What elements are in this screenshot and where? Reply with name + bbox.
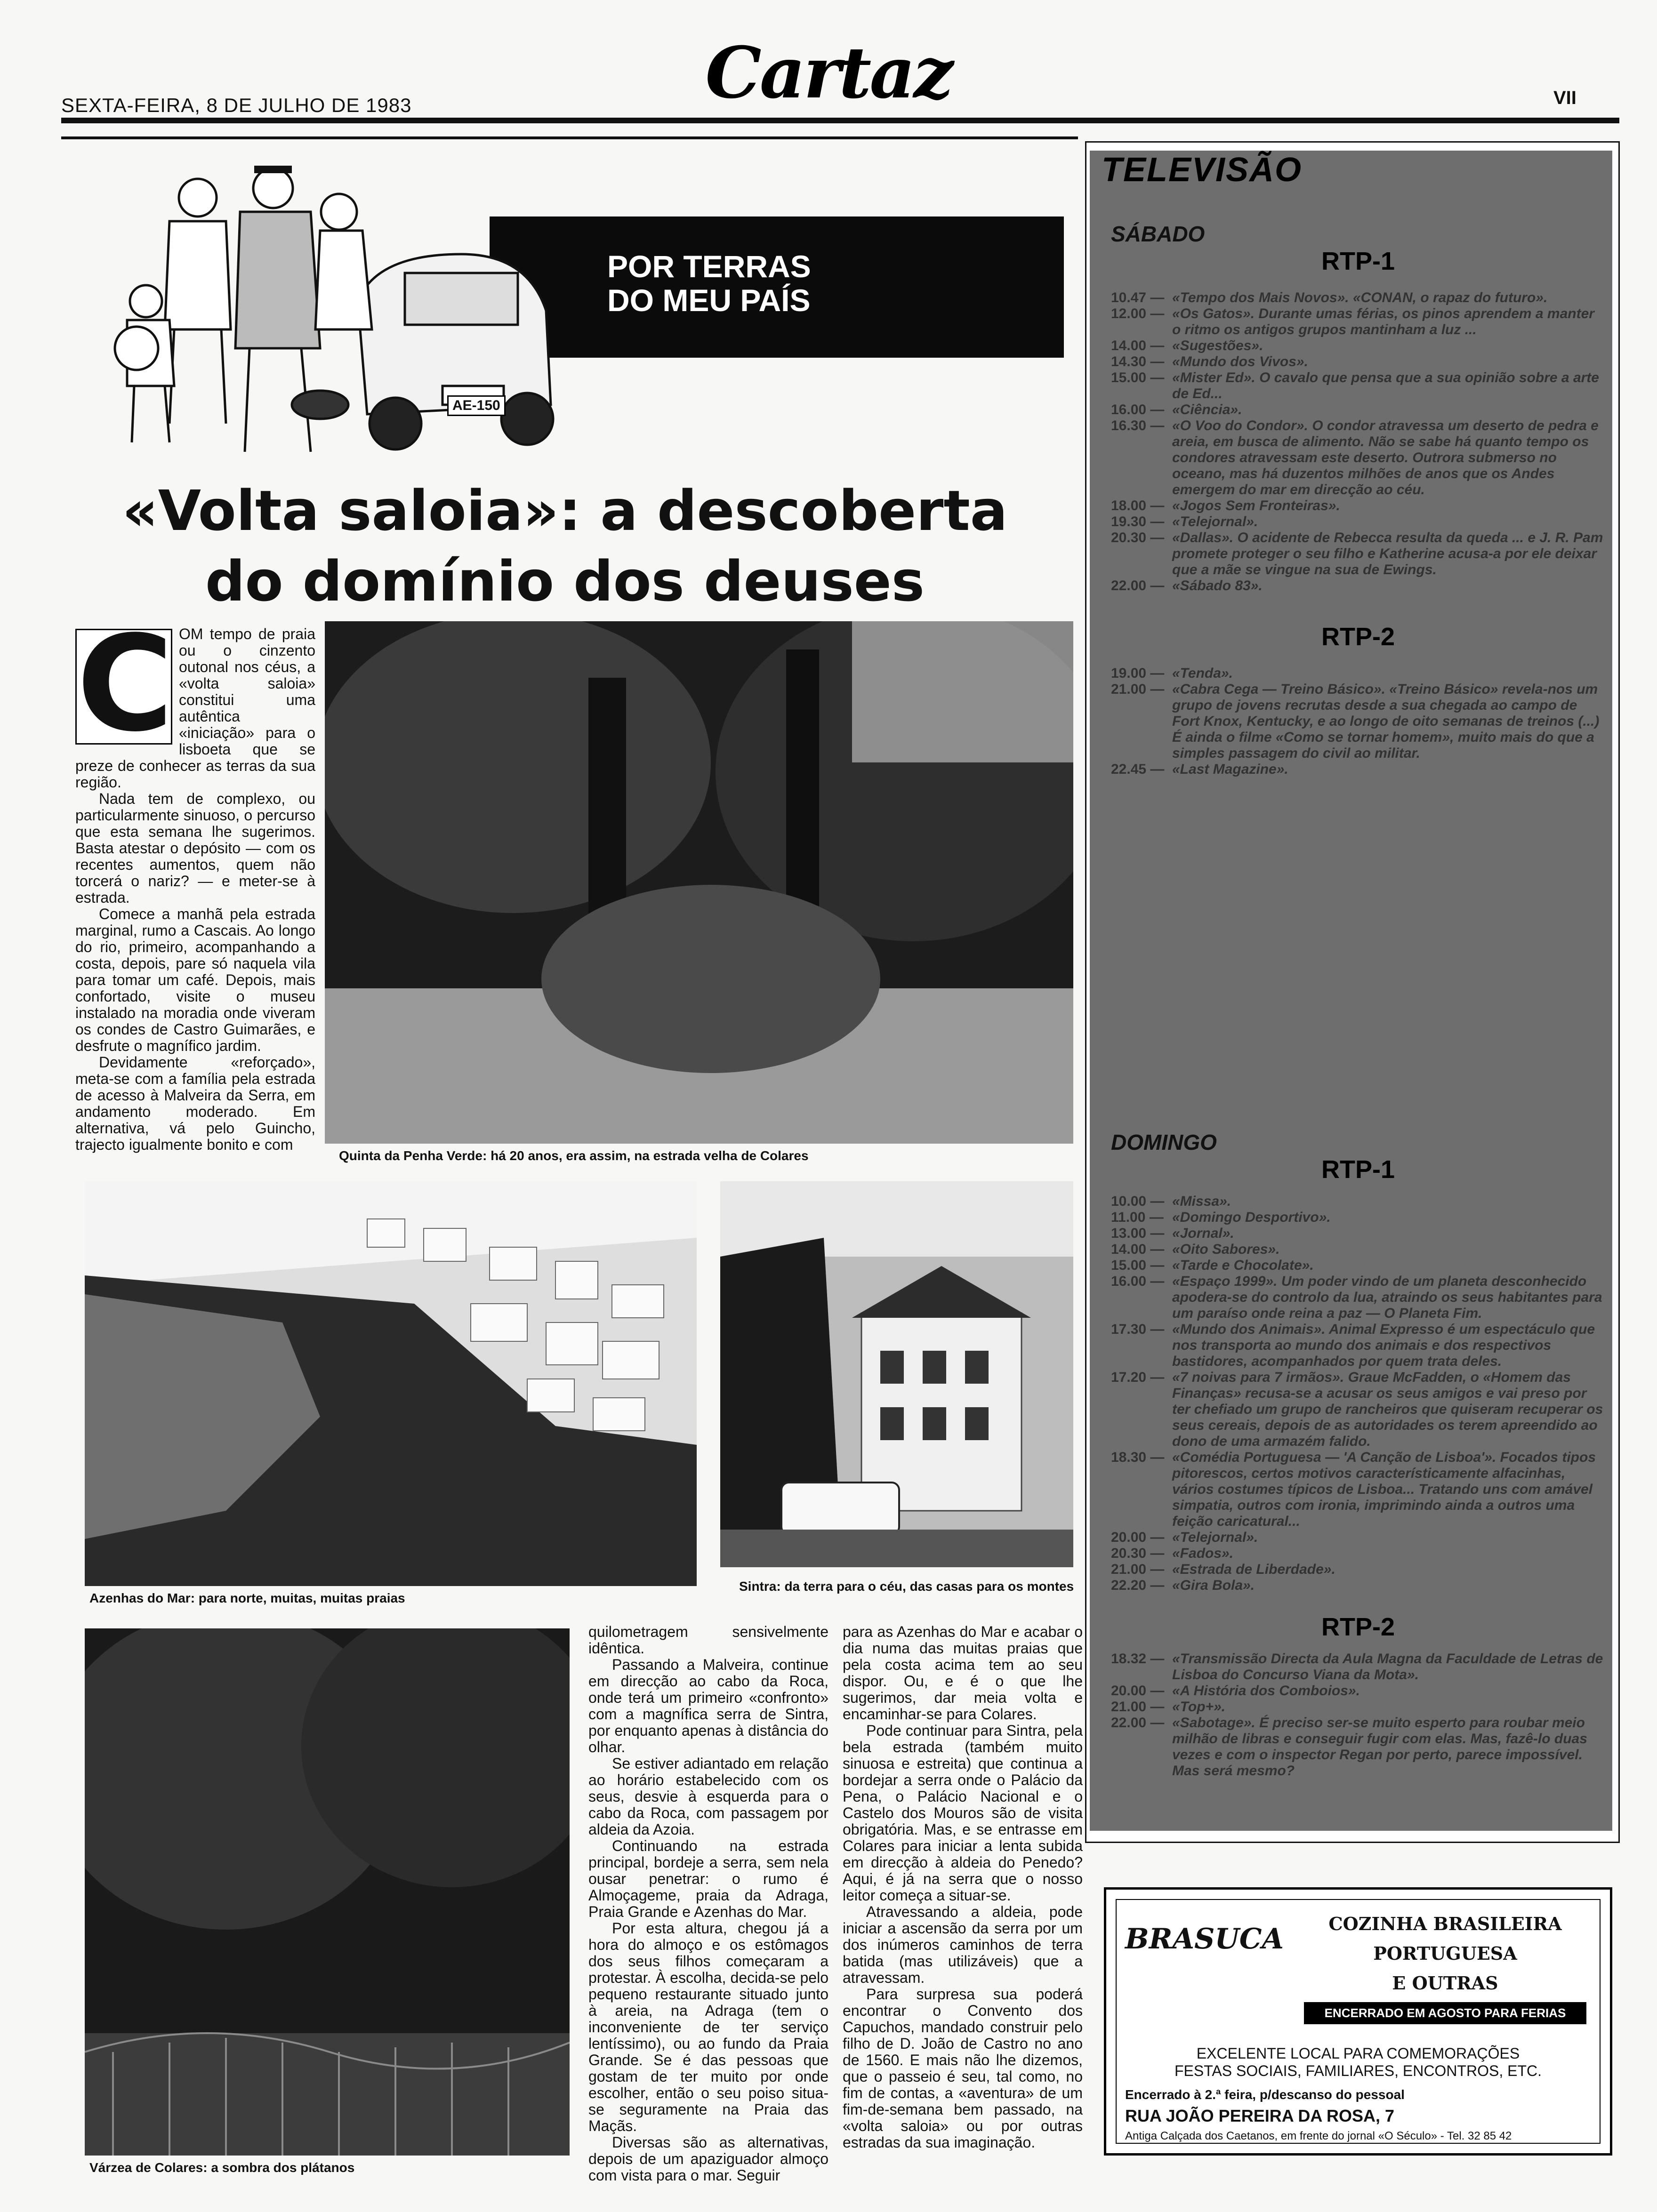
photo-varzea-de-colares (85, 1628, 570, 2156)
tv-entry (1111, 1322, 1605, 1370)
tv-entry (1111, 1210, 1605, 1226)
ad-closed-badge: ENCERRADO EM AGOSTO PARA FERIAS (1304, 2002, 1586, 2024)
article-column-2 (588, 1624, 828, 2184)
tv-sunday (1111, 1130, 1605, 1779)
restaurant-logo: BRASUCA (1125, 1923, 1284, 1956)
photo-penha-verde (325, 621, 1073, 1144)
tv-time: 21.00 — (1111, 681, 1165, 697)
tv-channel-rtp2-sat: RTP-2 (1321, 623, 1395, 651)
tv-entry (1111, 1699, 1605, 1715)
tv-entry (1111, 1530, 1605, 1546)
tv-entry (1111, 1258, 1605, 1274)
paragraph: Para surpresa sua poderá encontrar o Convento dos Capuchos, mandado construir pelo filho de D. João de Castro no ano de 1560. E mais não lhe dizemos, que o passeio é seu, tal como, no fim de contas, a «aventura» de um fim-de-semana bem passado, na «volta saloia» ou por outras estradas da sua imaginação. (843, 1986, 1083, 2151)
tv-entry (1111, 530, 1605, 578)
tv-entry (1111, 338, 1605, 354)
tv-program: «Espaço 1999». Um poder vindo de um planeta desconhecido apodera-se do controlo da lua, atraindo os seus habitantes para um paraíso onde reina a paz — O Planeta Fim. (1172, 1274, 1602, 1321)
paragraph: OM tempo de praia ou o cinzento outonal nos céus, a «volta saloia» constitui uma autêntica «iniciação» para o lisboeta que se preze de conhecer as terras da sua região. (75, 625, 315, 791)
tv-schedule-rtp1-sun (1111, 1194, 1605, 1594)
tv-time: 21.00 — (1111, 1699, 1165, 1715)
plane-trees-image (85, 1628, 570, 2156)
banner-title-line2: DO MEU PAÍS (607, 283, 811, 318)
sintra-houses-image (720, 1181, 1073, 1567)
paragraph: para as Azenhas do Mar e acabar o dia numa das muitas praias que pela costa acima tem ao seu dispor. Ou, e é o que lhe sugerimos, dar meia volta e encaminhar-se para Colares. (843, 1623, 1083, 1723)
banner-title (607, 249, 811, 317)
trees-image (325, 621, 1073, 1144)
ad-description (1125, 2045, 1591, 2080)
tv-day-sunday: DOMINGO (1111, 1130, 1217, 1154)
tv-time: 22.00 — (1111, 578, 1165, 593)
tv-entry (1111, 498, 1605, 514)
tv-entry (1111, 402, 1605, 418)
tv-time: 13.00 — (1111, 1226, 1165, 1241)
tv-program: «Tarde e Chocolate». (1172, 1258, 1314, 1273)
tv-entry (1111, 1194, 1605, 1210)
paragraph: Se estiver adiantado em relação ao horário estabelecido com os seus, desvie à esquerda para o cabo da Roca, com passagem por aldeia da Azoia. (588, 1755, 828, 1838)
tv-program: «Mundo dos Animais». Animal Expresso é um espectáculo que nos transporta ao mundo dos animais e dos respectivos bastidores, acompanhados por quem trata deles. (1172, 1322, 1595, 1369)
tv-program: «Jogos Sem Fronteiras». (1172, 498, 1340, 513)
tv-entry (1111, 418, 1605, 498)
tv-program: «Comédia Portuguesa — 'A Canção de Lisboa'». Focados tipos pitorescos, certos motivos característicamente alfacinhas, vários costumes típicos de Lisboa... Tratando uns com amável simpatia, outros com ironia, imprimindo ainda a outros uma feição caricatural... (1172, 1450, 1596, 1529)
tv-program: «Telejornal». (1172, 1530, 1258, 1545)
tv-program: «Sabotage». É preciso ser-se muito esperto para roubar meio milhão de libras e conseguir fugir com elas. Mas, fazê-lo duas vezes e com o inspector Regan por perto, parece impossível. Mas será mesmo? (1172, 1715, 1587, 1779)
banner-title-line1: POR TERRAS (607, 249, 811, 284)
tv-program: «Telejornal». (1172, 514, 1258, 529)
caption-penha-verde: Quinta da Penha Verde: há 20 anos, era assim, na estrada velha de Colares (339, 1148, 809, 1163)
tv-time: 16.00 — (1111, 1274, 1165, 1289)
tv-time: 17.30 — (1111, 1322, 1165, 1337)
tv-time: 17.20 — (1111, 1370, 1165, 1385)
ad-line-2: PORTUGUESA (1373, 1943, 1517, 1964)
tv-channel-rtp2-sun: RTP-2 (1321, 1613, 1395, 1641)
headline-line2: do domínio dos deuses (205, 549, 925, 614)
tv-schedule-rtp2-sat (1111, 665, 1605, 777)
tv-program: «Cabra Cega — Treino Básico». «Treino Básico» revela-nos um grupo de jovens recrutas desde a sua chegada ao campo de Fort Knox, Kentucky, e ao longo de oito semanas de treinos (...) É ainda o filme «Como se tornar homem», muito mais do que a simples passagem do civil ao militar. (1172, 681, 1600, 761)
tv-program: «Fados». (1172, 1546, 1234, 1561)
tv-entry (1111, 1546, 1605, 1562)
photo-sintra (720, 1181, 1073, 1567)
tv-time: 20.30 — (1111, 1546, 1165, 1561)
tv-program: «Dallas». O acidente de Rebecca resulta da queda ... e J. R. Pam promete proteger o seu filho e Katherine acusa-a por ele deixar que a mãe se vingue na sua de Ewings. (1172, 530, 1603, 577)
ad-line-1: COZINHA BRASILEIRA (1328, 1913, 1562, 1934)
tv-program: «Top+». (1172, 1699, 1226, 1715)
tv-entry (1111, 578, 1605, 594)
tv-time: 14.00 — (1111, 338, 1165, 353)
tv-program: «Gira Bola». (1172, 1578, 1255, 1593)
tv-entry (1111, 1242, 1605, 1258)
tv-time: 19.30 — (1111, 514, 1165, 529)
tv-time: 16.30 — (1111, 418, 1165, 433)
tv-program: «Jornal». (1172, 1226, 1234, 1241)
tv-time: 22.45 — (1111, 761, 1165, 777)
photo-azenhas-do-mar (85, 1181, 697, 1586)
paragraph: Comece a manhã pela estrada marginal, rumo a Cascais. Ao longo do rio, primeiro, acompanhando a costa, depois, pare só naquela vila para tomar um café. Depois, mais confortado, visite o museu instalado na moradia onde viveram os condes de Castro Guimarães, e desfrute o magnífico jardim. (75, 906, 315, 1054)
tv-time: 22.00 — (1111, 1715, 1165, 1731)
tv-channel-rtp1-sun: RTP-1 (1321, 1155, 1395, 1184)
tv-entry (1111, 1274, 1605, 1322)
article-headline (71, 475, 1059, 617)
ad-desc-2: FESTAS SOCIAIS, FAMILIARES, ENCONTROS, ETC. (1174, 2062, 1542, 2079)
tv-program: «Ciência». (1172, 402, 1242, 417)
ad-line-3: E OUTRAS (1392, 1972, 1498, 1994)
tv-entry (1111, 514, 1605, 530)
tv-time: 11.00 — (1111, 1210, 1164, 1225)
paragraph: Por esta altura, chegou já a hora do almoço e os estômagos dos seus filhos começaram a protestar. À escolha, decida-se pelo pequeno restaurante situado junto à areia, na Adraga (tem o inconveniente de ter serviço lentíssimo), ou ao fundo da Praia Grande. Se é das pessoas que gostam de ter muito por onde escolher, então o seu poiso situa-se seguramente na Praia das Maçãs. (588, 1920, 828, 2134)
tv-time: 19.00 — (1111, 665, 1165, 681)
tv-entry (1111, 306, 1605, 338)
tv-program: «Missa». (1172, 1194, 1231, 1209)
family-car-illustration (75, 160, 593, 471)
page-number: VII (1553, 88, 1577, 108)
tv-entry (1111, 1450, 1605, 1530)
tv-saturday (1111, 221, 1605, 777)
tv-entry (1111, 1715, 1605, 1779)
tv-program: «Oito Sabores». (1172, 1242, 1280, 1257)
tv-program: «Sábado 83». (1172, 578, 1263, 593)
tv-time: 20.00 — (1111, 1530, 1165, 1545)
tv-entry (1111, 761, 1605, 777)
tv-program: «Domingo Desportivo». (1172, 1210, 1331, 1225)
tv-time: 15.00 — (1111, 1258, 1165, 1273)
tv-entry (1111, 1578, 1605, 1594)
tv-program: «Sugestões». (1172, 338, 1263, 353)
restaurant-advertisement (1104, 1887, 1612, 2156)
tv-time: 18.00 — (1111, 498, 1165, 513)
tv-entry (1111, 354, 1605, 370)
caption-sintra: Sintra: da terra para o céu, das casas para os montes (739, 1579, 1074, 1594)
tv-entry (1111, 665, 1605, 681)
tv-program: «Last Magazine». (1172, 761, 1288, 777)
tv-time: 16.00 — (1111, 402, 1165, 417)
tv-time: 14.30 — (1111, 354, 1165, 369)
ad-desc-1: EXCELENTE LOCAL PARA COMEMORAÇÕES (1196, 2045, 1520, 2062)
paragraph: Nada tem de complexo, ou particularmente sinuoso, o percurso que esta semana lhe sugerimos. Basta atestar o depósito — com os recentes aumentos, quem não torcerá o nariz? — e meter-se à estrada. (75, 790, 315, 906)
paragraph: quilometragem sensivelmente idêntica. (588, 1623, 828, 1657)
tv-program: «7 noivas para 7 irmãos». Graue McFadden, o «Homem das Finanças» recusa-se a acusar os seus amigos e vai preso por ter chefiado um grupo de rancheiros que quiseram recuperar os seus cereais, depois de as autoridades os terem apreendido ao dono de uma armazém falido. (1172, 1370, 1603, 1449)
caption-azenhas-do-mar: Azenhas do Mar: para norte, muitas, muitas praias (89, 1591, 405, 1605)
ad-address: RUA JOÃO PEREIRA DA ROSA, 7 (1125, 2106, 1395, 2125)
paragraph: Diversas são as alternativas, depois de um apaziguador almoço com vista para o mar. Seguir (588, 2134, 828, 2184)
tv-entry (1111, 290, 1605, 306)
tv-time: 15.00 — (1111, 370, 1165, 385)
paragraph: Devidamente «reforçado», meta-se com a família pela estrada de acesso à Malveira da Serra, em andamento moderado. Em alternativa, vá pelo Guincho, trajecto igualmente bonito e com (75, 1054, 315, 1153)
ad-heading (1304, 1913, 1586, 2024)
tv-time: 18.30 — (1111, 1450, 1165, 1465)
tv-program: «Mundo dos Vivos». (1172, 354, 1308, 369)
tv-time: 20.00 — (1111, 1683, 1165, 1699)
caption-varzea-de-colares: Várzea de Colares: a sombra dos plátanos (89, 2160, 355, 2175)
masthead-logo: Cartaz (705, 32, 952, 114)
article-column-3 (843, 1624, 1083, 2151)
tv-channel-rtp1-sat: RTP-1 (1321, 247, 1395, 275)
tv-schedule-rtp1-sat (1111, 290, 1605, 594)
tv-program: «Tenda». (1172, 665, 1233, 681)
paragraph: Pode continuar para Sintra, pela bela estrada (também muito sinuosa e estreita) que continua a bordejar a serra onde o Palácio da Pena, o Palácio Nacional e o Castelo dos Mouros são de visita obrigatória. Mas, e se entrasse em Colares para iniciar a lenta subida em direcção à aldeia do Penedo? Aqui, é já na serra que o nosso leitor começa a situar-se. (843, 1722, 1083, 1904)
drop-cap: C (75, 629, 172, 745)
paragraph: Passando a Malveira, continue em direcção ao cabo da Roca, onde terá um primeiro «confronto» com a magnífica serra de Sintra, por enquanto apenas à distância do olhar. (588, 1656, 828, 1755)
tv-time: 10.47 — (1111, 290, 1165, 305)
tv-program: «Tempo dos Mais Novos». «CONAN, o rapaz do futuro». (1172, 290, 1548, 305)
article-column-1 (75, 608, 315, 1153)
tv-entry (1111, 681, 1605, 761)
tv-program: «Os Gatos». Durante umas férias, os pinos aprendem a manter o ritmo os antigos grupos mantinham a luz ... (1172, 306, 1594, 337)
tv-time: 18.32 — (1111, 1651, 1165, 1667)
tv-section-title: TELEVISÃO (1102, 151, 1303, 189)
tv-time: 10.00 — (1111, 1194, 1165, 1209)
tv-entry (1111, 1651, 1605, 1683)
license-plate: AE-150 (447, 395, 506, 416)
ad-location: Antiga Calçada dos Caetanos, em frente do jornal «O Século» - Tel. 32 85 42 (1125, 2130, 1512, 2142)
tv-time: 12.00 — (1111, 306, 1165, 321)
issue-date: SEXTA-FEIRA, 8 DE JULHO DE 1983 (61, 94, 412, 116)
tv-program: «Transmissão Directa da Aula Magna da Faculdade de Letras de Lisboa do Concurso Viana da Mota». (1172, 1651, 1603, 1683)
ad-closing-note: Encerrado à 2.ª feira, p/descanso do pessoal (1125, 2087, 1405, 2102)
tv-schedule-rtp2-sun (1111, 1651, 1605, 1779)
headline-line1: «Volta saloia»: a descoberta (122, 478, 1008, 543)
tv-program: «Mister Ed». O cavalo que pensa que a sua opinião sobre a arte de Ed... (1172, 370, 1599, 401)
section-rule (61, 136, 1078, 139)
tv-entry (1111, 1226, 1605, 1242)
tv-entry (1111, 1370, 1605, 1450)
tv-program: «A História dos Comboios». (1172, 1683, 1360, 1699)
tv-day-saturday: SÁBADO (1111, 222, 1205, 246)
cliff-village-image (85, 1181, 697, 1586)
tv-entry (1111, 1683, 1605, 1699)
paragraph: Continuando na estrada principal, bordeje a serra, sem nela ousar penetrar: o rumo é Almoçageme, praia da Adraga, Praia Grande e Azenhas do Mar. (588, 1837, 828, 1920)
tv-time: 22.20 — (1111, 1578, 1165, 1593)
tv-entry (1111, 370, 1605, 402)
tv-entry (1111, 1562, 1605, 1578)
tv-time: 20.30 — (1111, 530, 1165, 545)
tv-program: «O Voo do Condor». O condor atravessa um deserto de pedra e areia, em busca de alimento. Não se sabe há quanto tempo os condores atravessam este deserto. Outrora submerso no oceano, mas há duzentos milhões de anos que os Andes emergem do mar em direcção ao céu. (1172, 418, 1599, 497)
tv-time: 14.00 — (1111, 1242, 1165, 1257)
tv-program: «Estrada de Liberdade». (1172, 1562, 1335, 1577)
header-rule (61, 118, 1619, 123)
tv-time: 21.00 — (1111, 1562, 1165, 1577)
paragraph: Atravessando a aldeia, pode iniciar a ascensão da serra por um dos inúmeros caminhos de terra batida (mas utilizáveis) que a atravessam. (843, 1903, 1083, 1986)
